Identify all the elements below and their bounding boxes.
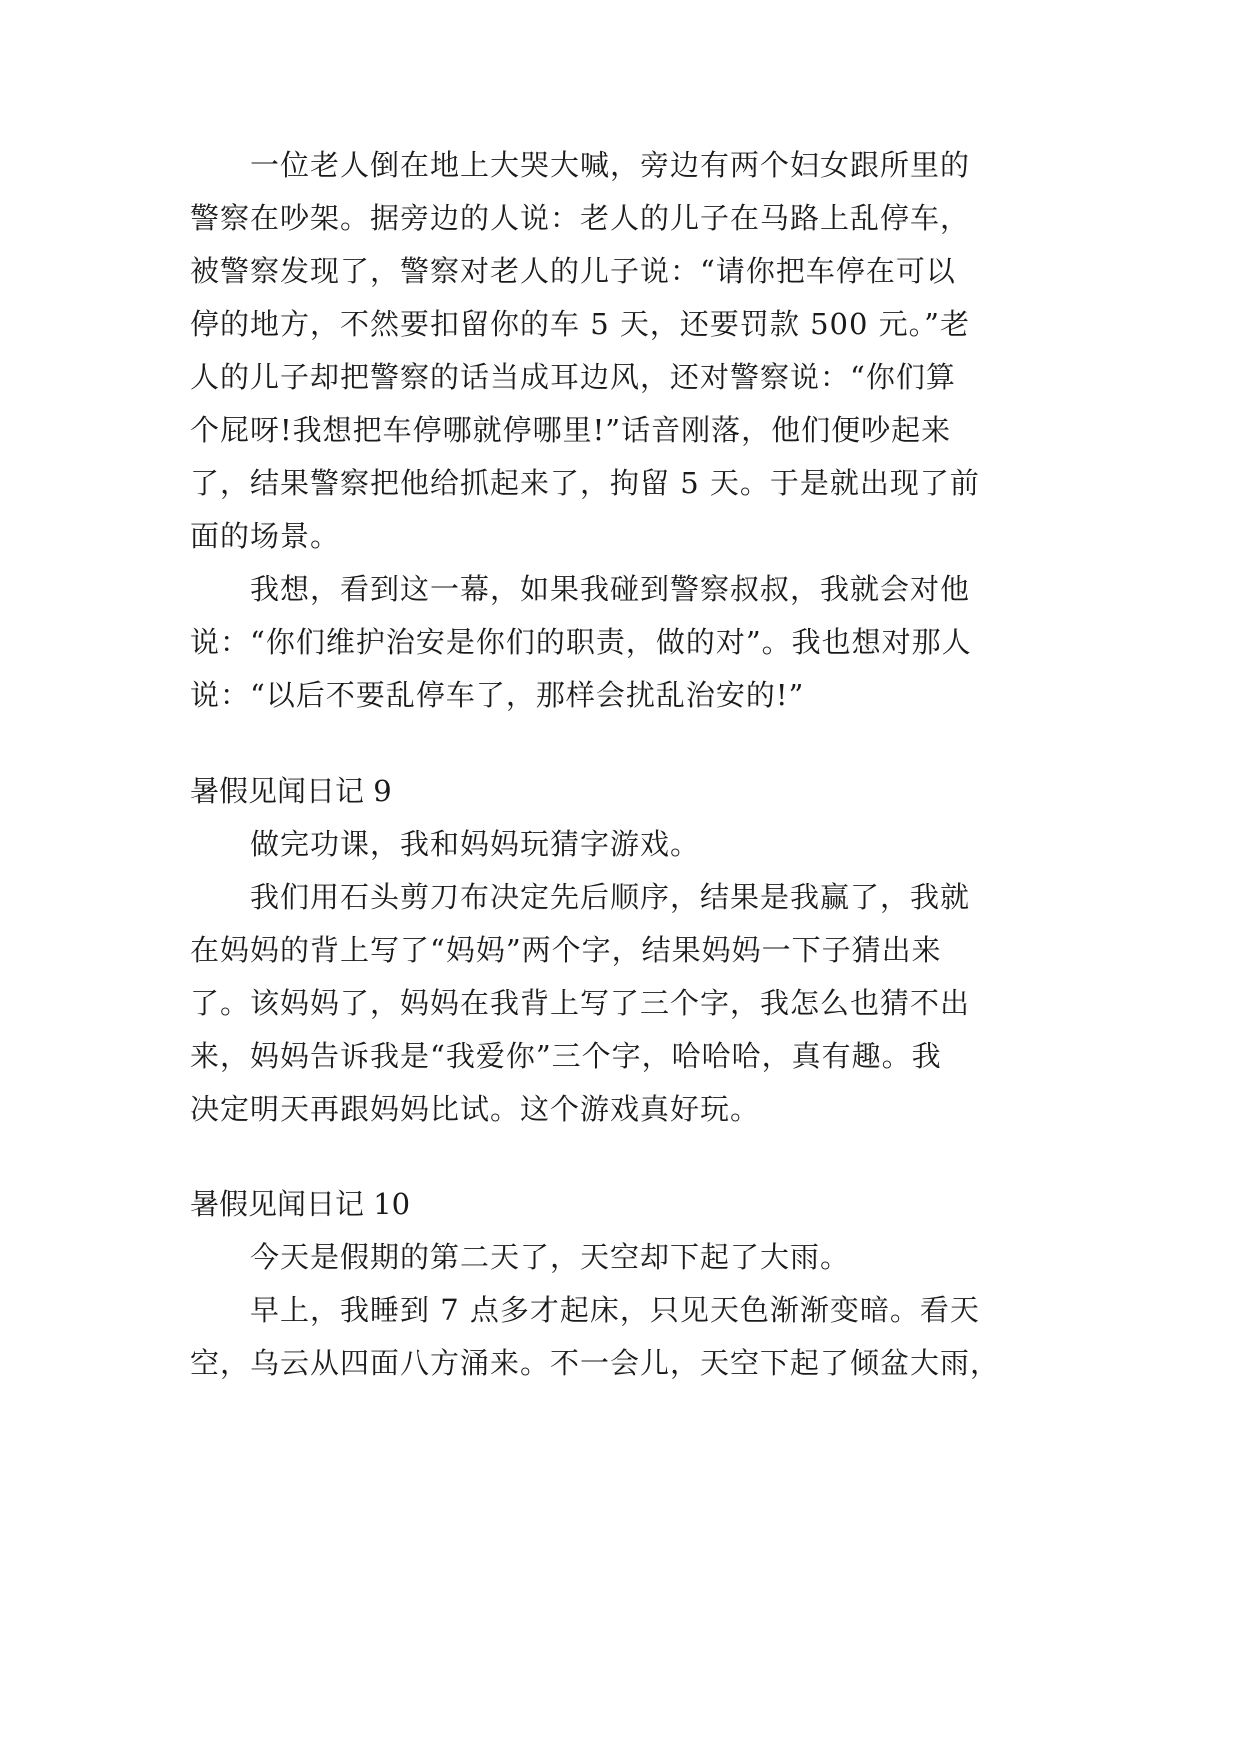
section-heading: 暑假见闻日记 9 xyxy=(190,774,392,808)
paragraph-line: 一位老人倒在地上大哭大喊，旁边有两个妇女跟所里的 xyxy=(250,148,971,182)
paragraph-line: 面的场景。 xyxy=(190,519,341,553)
section-heading: 暑假见闻日记 10 xyxy=(190,1187,411,1221)
paragraph-line: 我们用石头剪刀布决定先后顺序，结果是我赢了，我就 xyxy=(250,880,971,914)
paragraph-line: 我想，看到这一幕，如果我碰到警察叔叔，我就会对他 xyxy=(250,572,971,606)
paragraph-line: 了。该妈妈了，妈妈在我背上写了三个字，我怎么也猜不出 xyxy=(190,986,971,1020)
paragraph-line: 来，妈妈告诉我是“我爱你”三个字，哈哈哈，真有趣。我 xyxy=(190,1039,942,1073)
paragraph-line: 警察在吵架。据旁边的人说：老人的儿子在马路上乱停车， xyxy=(190,201,971,235)
paragraph-line: 被警察发现了，警察对老人的儿子说：“请你把车停在可以 xyxy=(190,254,956,288)
paragraph-line: 做完功课，我和妈妈玩猜字游戏。 xyxy=(250,827,701,861)
paragraph-line: 停的地方，不然要扣留你的车 5 天，还要罚款 500 元。”老 xyxy=(190,307,971,341)
paragraph-line: 人的儿子却把警察的话当成耳边风，还对警察说：“你们算 xyxy=(190,360,956,394)
paragraph-line: 说：“你们维护治安是你们的职责，做的对”。我也想对那人 xyxy=(190,625,972,659)
paragraph-line: 今天是假期的第二天了，天空却下起了大雨。 xyxy=(250,1240,851,1274)
paragraph-line: 早上，我睡到 7 点多才起床，只见天色渐渐变暗。看天 xyxy=(250,1293,980,1327)
paragraph-line: 在妈妈的背上写了“妈妈”两个字，结果妈妈一下子猜出来 xyxy=(190,933,942,967)
paragraph-line: 说：“以后不要乱停车了，那样会扰乱治安的!” xyxy=(190,678,805,712)
paragraph-line: 了，结果警察把他给抓起来了，拘留 5 天。于是就出现了前 xyxy=(190,466,980,500)
paragraph-line: 空，乌云从四面八方涌来。不一会儿，天空下起了倾盆大雨， xyxy=(190,1346,1001,1380)
paragraph-line: 个屁呀!我想把车停哪就停哪里!”话音刚落，他们便吵起来 xyxy=(190,413,952,447)
paragraph-line: 决定明天再跟妈妈比试。这个游戏真好玩。 xyxy=(190,1092,761,1126)
